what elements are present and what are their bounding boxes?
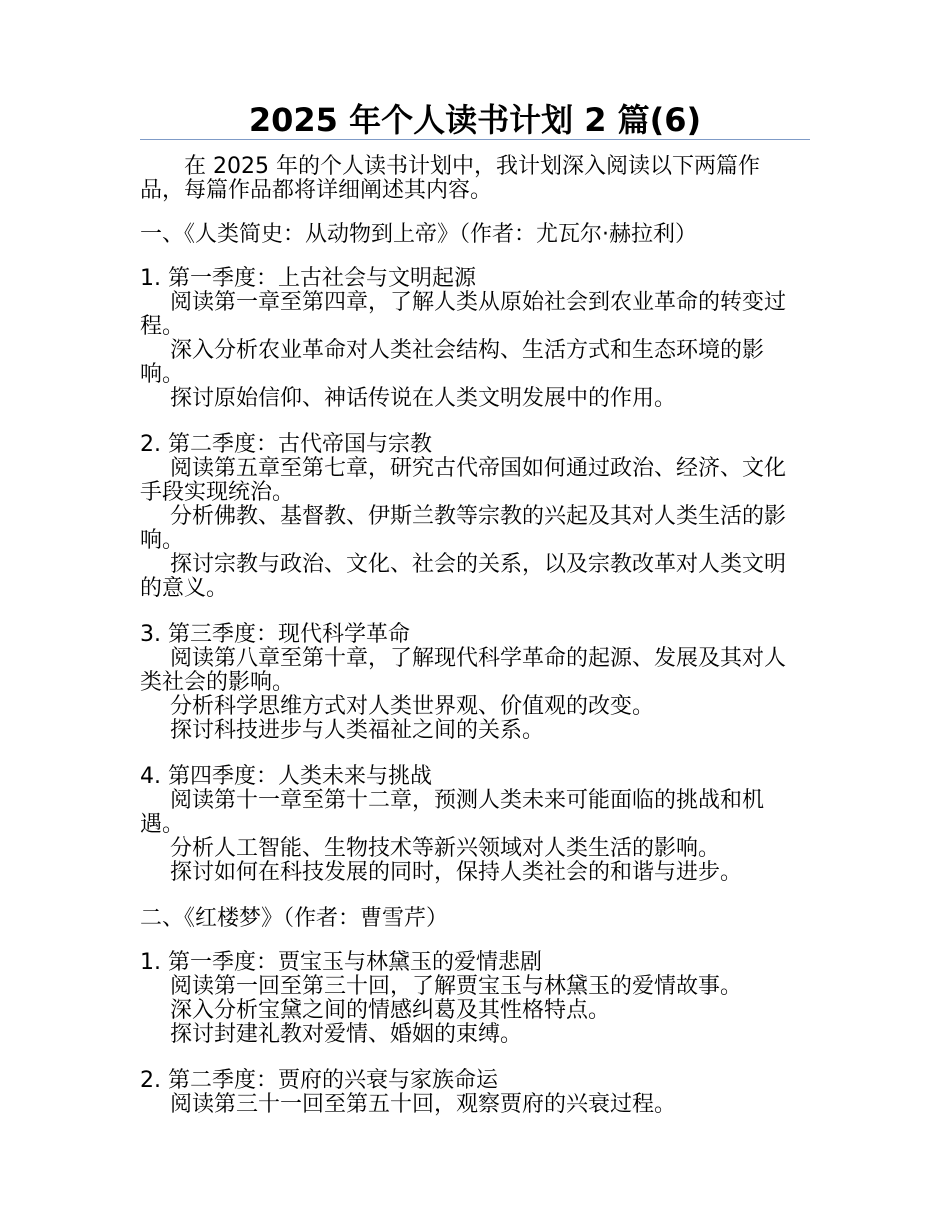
season-item: 阅读第十一章至第十二章，预测人类未来可能面临的挑战和机遇。 bbox=[140, 788, 765, 837]
season-item: 阅读第一回至第三十回，了解贾宝玉与林黛玉的爱情故事。 bbox=[170, 974, 743, 999]
season-item: 分析佛教、基督教、伊斯兰教等宗教的兴起及其对人类生活的影响。 bbox=[140, 504, 787, 553]
season-item: 探讨原始信仰、神话传说在人类文明发展中的作用。 bbox=[170, 386, 677, 411]
season-item: 阅读第五章至第七章，研究古代帝国如何通过政治、经济、文化手段实现统治。 bbox=[140, 456, 787, 505]
book2-season-2 bbox=[140, 1069, 800, 1117]
season-item: 探讨封建礼教对爱情、婚姻的束缚。 bbox=[170, 1022, 523, 1047]
title-underline bbox=[140, 139, 810, 140]
season-item: 阅读第三十一回至第五十回，观察贾府的兴衰过程。 bbox=[170, 1092, 677, 1117]
season-item: 探讨如何在科技发展的同时，保持人类社会的和谐与进步。 bbox=[170, 860, 743, 885]
document-body bbox=[140, 155, 800, 1139]
season-item: 分析人工智能、生物技术等新兴领域对人类生活的影响。 bbox=[170, 836, 721, 861]
book1-season-3 bbox=[140, 623, 800, 743]
intro-paragraph: 在 2025 年的个人读书计划中，我计划深入阅读以下两篇作品，每篇作品都将详细阐述其内容。 bbox=[140, 154, 760, 203]
season-item: 阅读第八章至第十章，了解现代科学革命的起源、发展及其对人类社会的影响。 bbox=[140, 646, 787, 695]
book1-season-4 bbox=[140, 765, 800, 885]
season-title: 3. 第三季度：现代科学革命 bbox=[140, 622, 410, 647]
season-title: 1. 第一季度：贾宝玉与林黛玉的爱情悲剧 bbox=[140, 950, 542, 975]
document-title: 2025 年个人读书计划 2 篇(6) bbox=[248, 101, 702, 139]
season-item: 探讨宗教与政治、文化、社会的关系，以及宗教改革对人类文明的意义。 bbox=[140, 552, 787, 601]
season-item: 深入分析农业革命对人类社会结构、生活方式和生态环境的影响。 bbox=[140, 338, 765, 387]
season-item: 探讨科技进步与人类福祉之间的关系。 bbox=[170, 718, 545, 743]
season-title: 4. 第四季度：人类未来与挑战 bbox=[140, 764, 432, 789]
season-title: 2. 第二季度：贾府的兴衰与家族命运 bbox=[140, 1068, 498, 1093]
book2-heading: 二、《红楼梦》（作者：曹雪芹） bbox=[140, 906, 449, 931]
season-item: 分析科学思维方式对人类世界观、价值观的改变。 bbox=[170, 694, 655, 719]
season-title: 2. 第二季度：古代帝国与宗教 bbox=[140, 432, 432, 457]
book1-season-2 bbox=[140, 433, 800, 601]
book1-heading: 一、《人类简史：从动物到上帝》（作者：尤瓦尔·赫拉利） bbox=[140, 222, 697, 247]
book2-season-1 bbox=[140, 951, 800, 1047]
season-item: 阅读第一章至第四章，了解人类从原始社会到农业革命的转变过程。 bbox=[140, 290, 787, 339]
book1-season-1 bbox=[140, 267, 800, 411]
season-item: 深入分析宝黛之间的情感纠葛及其性格特点。 bbox=[170, 998, 611, 1023]
season-title: 1. 第一季度：上古社会与文明起源 bbox=[140, 266, 476, 291]
